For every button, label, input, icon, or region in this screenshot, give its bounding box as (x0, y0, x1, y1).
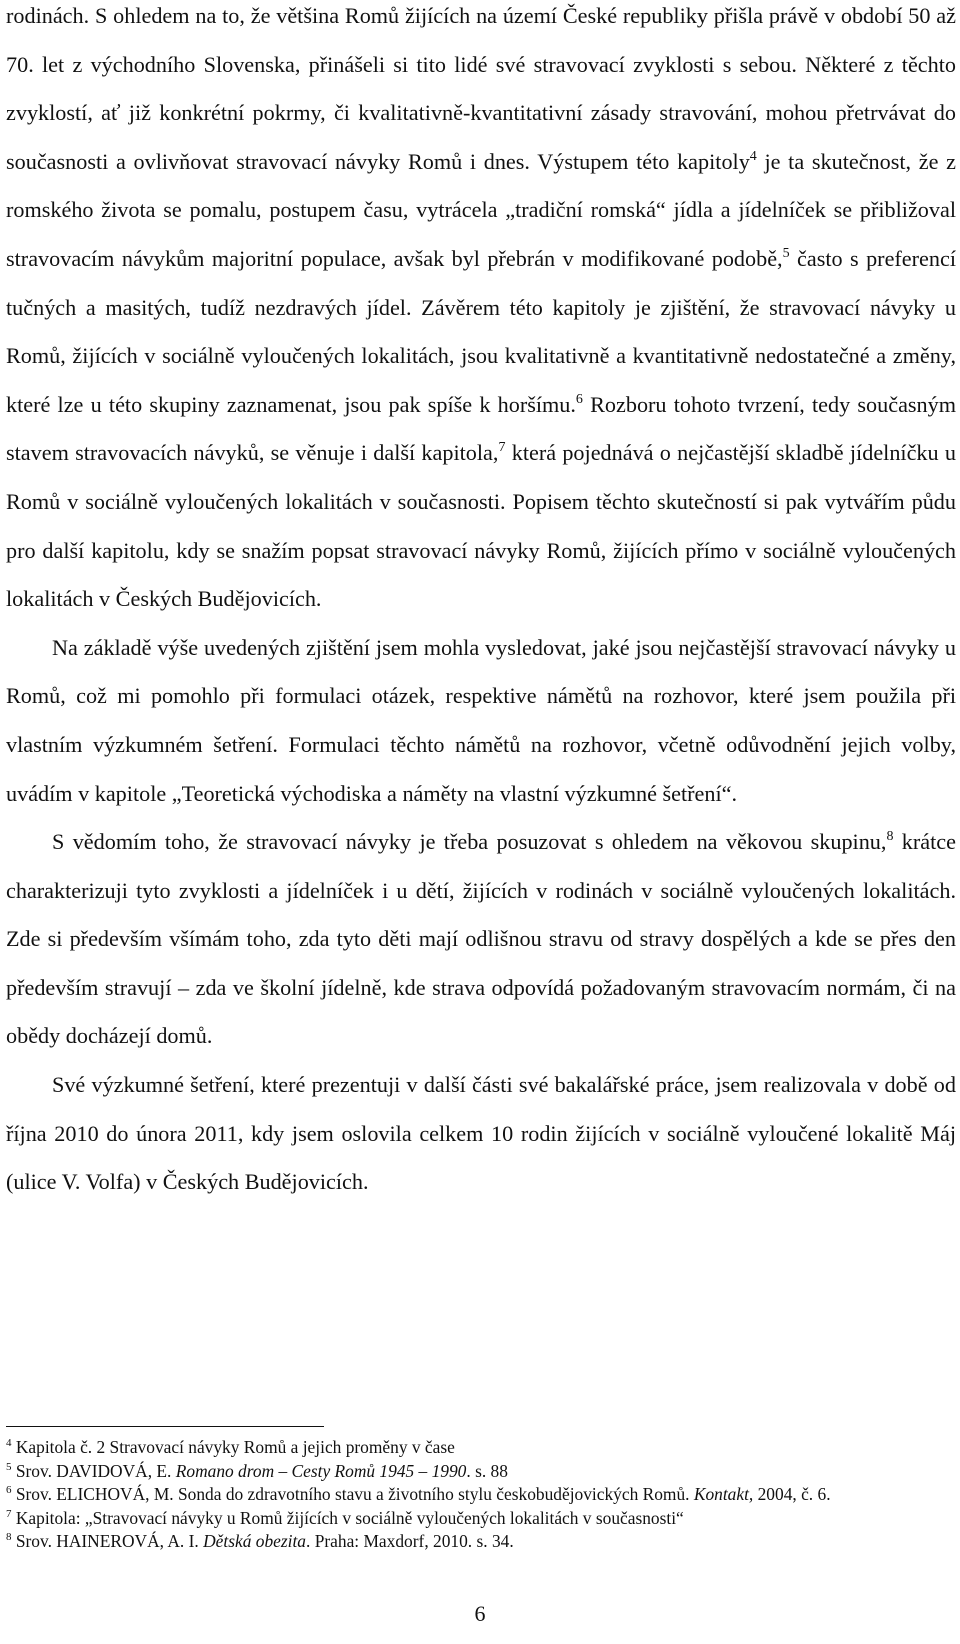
text-run: Své výzkumné šetření, které prezentuji v další části své bakalářské práce, jsem realizovala v době od října 2010 do února 2011, kdy jsem oslovila celkem 10 rodin žijících v sociálně vyloučené lokalitě Máj (ulice V. Volfa) v Českých Budějovicích. (6, 1072, 956, 1195)
paragraph (6, 818, 956, 1061)
text-run: Rozboru tohoto tvrzení, tedy současným stavem stravovacích návyků, se věnuje i další kapitola, (6, 391, 956, 466)
footnote-number: 5 (6, 1460, 12, 1473)
footnote (6, 1460, 956, 1484)
footnote (6, 1507, 956, 1531)
text-run: Srov. DAVIDOVÁ, E. (11, 1460, 176, 1481)
paragraph (6, 624, 956, 818)
footnotes (6, 1436, 956, 1554)
text-run: Kapitola: „Stravovací návyky u Romů žijících v sociálně vyloučených lokalitách v současnosti“ (11, 1507, 684, 1528)
footnote-number: 7 (6, 1507, 12, 1520)
italic-text: Kontakt, (693, 1484, 754, 1505)
footnote-reference: 6 (575, 391, 583, 407)
text-run: 2004, č. 6. (753, 1484, 831, 1505)
page-number: 6 (474, 1601, 486, 1626)
text-run: . s. 88 (466, 1460, 508, 1481)
footnote-number: 4 (6, 1437, 12, 1449)
italic-text: Dětská obezita (203, 1531, 306, 1552)
footnote-reference: 7 (498, 440, 506, 456)
footnote-reference: 5 (782, 245, 790, 261)
text-run: Srov. ELICHOVÁ, M. Sonda do zdravotního stavu a životního stylu českobudějovických Romů. (11, 1484, 694, 1505)
text-run: . Praha: Maxdorf, 2010. s. 34. (306, 1531, 514, 1552)
footnote-separator (6, 1426, 324, 1427)
footnote-reference: 4 (749, 148, 757, 164)
text-run: S vědomím toho, že stravovací návyky je třeba posuzovat s ohledem na věkovou skupinu, (52, 829, 887, 855)
text-run: je ta skutečnost, že z romského života se pomalu, postupem času, vytrácela „tradiční romská“ jídla a jídelníček se přibližoval stravovacím návykům majoritní populace, avšak byl přebrán v modifikované podobě, (6, 148, 956, 271)
text-run: často s preferencí tučných a masitých, tudíž nezdravých jídel. Závěrem této kapitoly je zjištění, že stravovací návyky u Romů, žijících v sociálně vyloučených lokalitách, jsou kvalitativně a kvantitativně nedostatečné a změny, které lze u této skupiny zaznamenat, jsou pak spíše k horšímu. (6, 245, 956, 417)
text-run: rodinách. S ohledem na to, že většina Romů žijících na území České republiky přišla právě v období 50 až 70. let z východního Slovenska, přinášeli si tito lidé své stravovací zvyklosti s sebou. Některé z těchto zvyklostí, ať již konkrétní pokrmy, či kvalitativně-kvantitativní zásady stravování, mohou přetrvávat do současnosti a ovlivňovat stravovací návyky Romů i dnes. Výstupem této kapitoly (6, 3, 956, 174)
footnote-reference: 8 (886, 829, 894, 845)
footnote (6, 1530, 956, 1554)
footnote (6, 1436, 956, 1460)
paragraph (6, 0, 956, 624)
paragraph (6, 1061, 956, 1207)
footnote (6, 1483, 956, 1507)
footnote-number: 6 (6, 1484, 12, 1497)
text-run: Na základě výše uvedených zjištění jsem mohla vysledovat, jaké jsou nejčastější stravovací návyky u Romů, což mi pomohlo při formulaci otázek, respektive námětů na rozhovor, které jsem použila při vlastním výzkumném šetření. Formulaci těchto námětů na rozhovor, včetně odůvodnění jejich volby, uvádím v kapitole „Teoretická východiska a náměty na vlastní výzkumné šetření“. (6, 634, 956, 806)
text-run: Srov. HAINEROVÁ, A. I. (11, 1531, 204, 1552)
text-run: která pojednává o nejčastější skladbě jídelníčku u Romů v sociálně vyloučených lokalitách v současnosti. Popisem těchto skutečností si pak vytvářím půdu pro další kapitolu, kdy se snažím popsat stravovací návyky Romů, žijících přímo v sociálně vyloučených lokalitách v Českých Budějovicích. (6, 440, 956, 612)
body-text (6, 0, 956, 1207)
text-run: krátce charakterizuji tyto zvyklosti a jídelníček i u dětí, žijících v rodinách v sociálně vyloučených lokalitách. Zde si především všímám toho, zda tyto děti mají odlišnou stravu od stravy dospělých a kde se přes den především stravují – zda ve školní jídelně, kde strava odpovídá požadovaným stravovacím normám, či na obědy docházejí domů. (6, 829, 956, 1049)
text-run: Kapitola č. 2 Stravovací návyky Romů a jejich proměny v čase (11, 1437, 455, 1457)
footnote-number: 8 (6, 1531, 12, 1544)
italic-text: Romano drom – Cesty Romů 1945 – 1990 (175, 1460, 467, 1481)
